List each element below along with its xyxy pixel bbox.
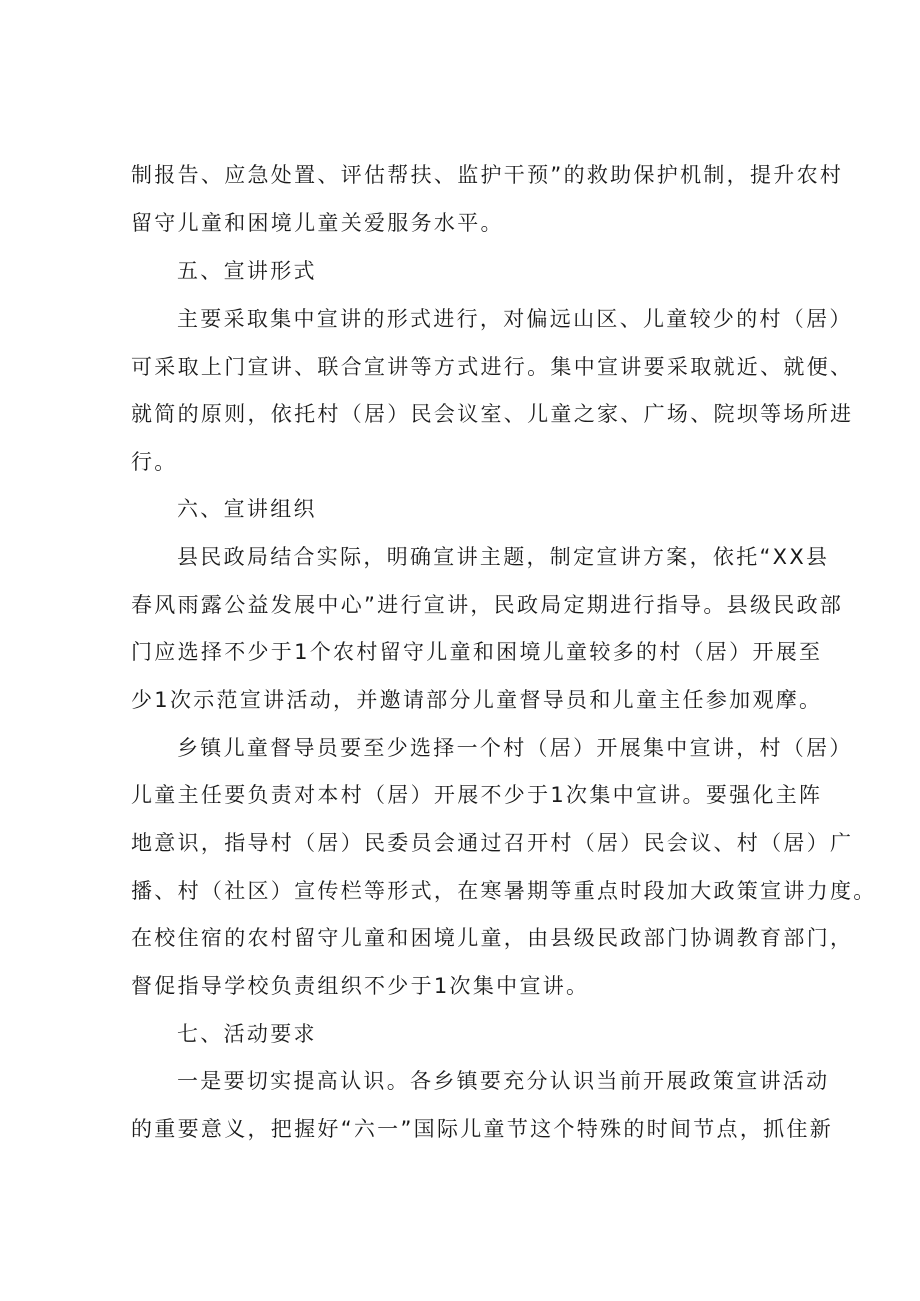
- body-text-line: 春风雨露公益发展中心”进行宣讲，民政局定期进行指导。县级民政部: [131, 593, 844, 617]
- body-text-line: 制报告、应急处置、评估帮扶、监护干预”的救助保护机制，提升农村: [131, 163, 844, 187]
- body-text-line: 留守儿童和困境儿童关爱服务水平。: [131, 211, 504, 235]
- body-text-line: 乡镇儿童督导员要至少选择一个村（居）开展集中宣讲，村（居）: [177, 736, 853, 760]
- body-text-line: 行。: [131, 450, 178, 474]
- body-text-line: 县民政局结合实际，明确宣讲主题，制定宣讲方案，依托“XX县: [177, 545, 830, 569]
- body-text-line: 地意识，指导村（居）民委员会通过召开村（居）民会议、村（居）广: [131, 831, 854, 855]
- body-text-line: 儿童主任要负责对本村（居）开展不少于1次集中宣讲。要强化主阵: [131, 783, 823, 807]
- body-text-line: 少1次示范宣讲活动，并邀请部分儿童督导员和儿童主任参加观摩。: [131, 688, 823, 712]
- body-text-line: 在校住宿的农村留守儿童和困境儿童，由县级民政部门协调教育部门，: [131, 926, 854, 950]
- body-text-line: 可采取上门宣讲、联合宣讲等方式进行。集中宣讲要采取就近、就便、: [131, 355, 854, 379]
- body-text-line: 督促指导学校负责组织不少于1次集中宣讲。: [131, 974, 590, 998]
- body-text-line: 一是要切实提高认识。各乡镇要充分认识当前开展政策宣讲活动: [177, 1069, 830, 1093]
- body-text-line: 门应选择不少于1个农村留守儿童和困境儿童较多的村（居）开展至: [131, 640, 823, 664]
- body-text-line: 的重要意义，把握好“六一”国际儿童节这个特殊的时间节点，抓住新: [131, 1117, 834, 1141]
- body-text-line: 就简的原则，依托村（居）民会议室、儿童之家、广场、院坝等场所进: [131, 402, 854, 426]
- body-text-line: 主要采取集中宣讲的形式进行，对偏远山区、儿童较少的村（居）: [177, 307, 853, 331]
- section-heading: 七、活动要求: [177, 1022, 317, 1046]
- section-heading: 六、宣讲组织: [177, 497, 317, 521]
- section-heading: 五、宣讲形式: [177, 259, 317, 283]
- body-text-line: 播、村（社区）宣传栏等形式，在寒暑期等重点时段加大政策宣讲力度。: [131, 879, 877, 903]
